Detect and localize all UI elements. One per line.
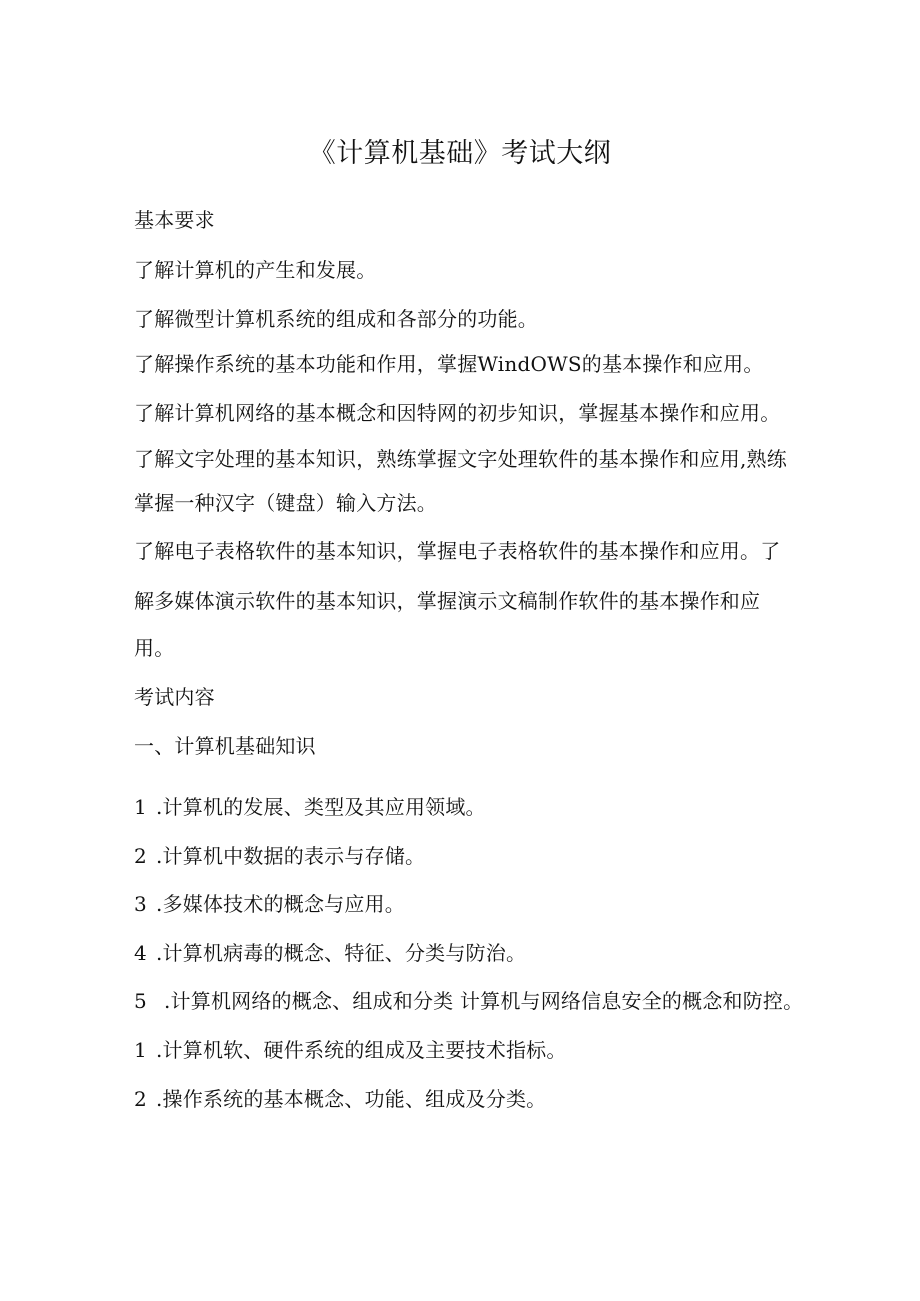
- list-item-text: .操作系统的基本概念、功能、组成及分类。: [156, 1087, 547, 1111]
- list-item: [134, 1085, 546, 1113]
- requirement-line: 了解操作系统的基本功能和作用，掌握WindOWS的基本操作和应用。: [134, 352, 764, 376]
- list-item-text: .计算机网络的概念、组成和分类 计算机与网络信息安全的概念和防控。: [164, 989, 804, 1013]
- list-item: [134, 842, 425, 870]
- requirement-line: 掌握一种汉字（键盘）输入方法。: [134, 491, 437, 515]
- list-item-number: 1: [134, 795, 147, 819]
- requirement-line: 了解计算机的产生和发展。: [134, 258, 377, 282]
- list-item-text: .计算机的发展、类型及其应用领域。: [156, 795, 486, 819]
- requirement-line: 用。: [134, 636, 175, 660]
- list-item-number: 1: [134, 1038, 147, 1062]
- list-item-number: 2: [134, 1087, 147, 1111]
- list-item-number: 4: [134, 941, 147, 965]
- list-item-text: .计算机病毒的概念、特征、分类与防治。: [156, 941, 527, 965]
- list-item: [134, 987, 803, 1015]
- list-item: [134, 1036, 567, 1064]
- requirement-line: 了解计算机网络的基本概念和因特网的初步知识，掌握基本操作和应用。: [134, 401, 781, 425]
- list-item-text: .计算机中数据的表示与存储。: [156, 844, 426, 868]
- list-item-number: 2: [134, 844, 147, 868]
- list-item: [134, 939, 526, 967]
- requirement-line: 了解电子表格软件的基本知识，掌握电子表格软件的基本操作和应用。了: [134, 539, 781, 563]
- section-heading-content: 考试内容: [134, 685, 215, 709]
- requirement-line: 了解文字处理的基本知识，熟练掌握文字处理软件的基本操作和应用,熟练: [134, 447, 787, 471]
- list-item: [134, 890, 405, 918]
- list-item: [134, 793, 486, 821]
- list-item-number: 5: [134, 989, 147, 1013]
- section-heading-basic: 基本要求: [134, 208, 215, 232]
- list-item-number: 3: [134, 892, 147, 916]
- requirement-line: 了解微型计算机系统的组成和各部分的功能。: [134, 307, 538, 331]
- document-title: 《计算机基础》考试大纲: [308, 138, 612, 169]
- subsection-heading: 一、计算机基础知识: [134, 734, 316, 758]
- list-item-text: .计算机软、硬件系统的组成及主要技术指标。: [156, 1038, 567, 1062]
- requirement-line: 解多媒体演示软件的基本知识，掌握演示文稿制作软件的基本操作和应: [134, 589, 761, 613]
- list-item-text: .多媒体技术的概念与应用。: [156, 892, 405, 916]
